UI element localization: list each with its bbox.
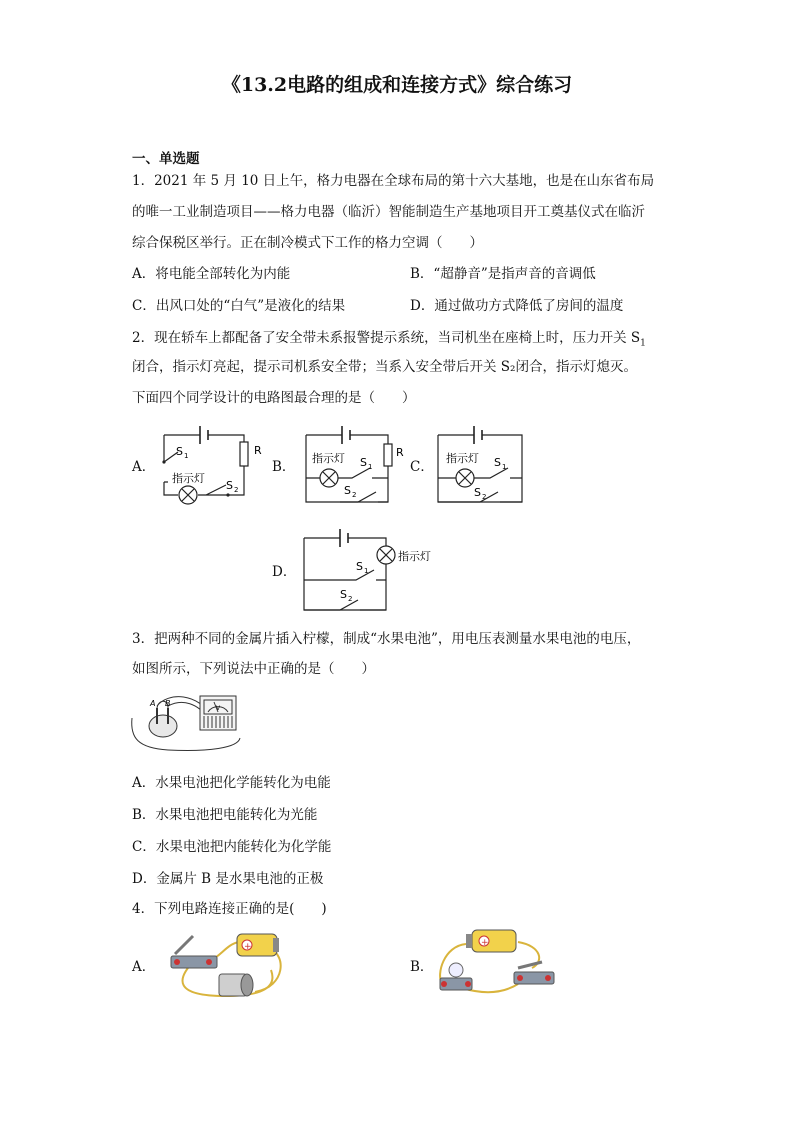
q3-line-1: 3．把两种不同的金属片插入柠檬，制成“水果电池”，用电压表测量水果电池的电压，	[132, 631, 641, 647]
q1-option-d: D．通过做功方式降低了房间的温度	[410, 298, 624, 314]
q2-line-3: 下面四个同学设计的电路图最合理的是（ ）	[132, 390, 416, 406]
circuit-b-s1-label: S	[360, 456, 367, 469]
q2-option-b-label: B．	[272, 459, 296, 475]
fruit-battery-b-label: B	[165, 699, 171, 708]
q4-figure-a	[165, 930, 295, 1000]
circuit-c-diagram	[434, 420, 534, 515]
circuit-a-diagram	[158, 420, 262, 515]
q1-line-1: 1．2021 年 5 月 10 日上午，格力电器在全球布局的第十六大基地，也是在山东省布局	[132, 173, 655, 189]
circuit-d-s1-sub: 1	[364, 567, 369, 575]
circuit-a-s2-label: S	[226, 479, 233, 492]
q4-a-plus-label: +	[244, 942, 252, 952]
circuit-a-s1-label: S	[176, 445, 183, 458]
q4-line: 4．下列电路连接正确的是( )	[132, 901, 327, 917]
circuit-c-s2-label: S	[474, 486, 481, 499]
fruit-battery-figure	[128, 688, 248, 758]
circuit-a-r-label: R	[254, 444, 262, 457]
circuit-d-diagram	[300, 528, 450, 618]
q2-line-1-text: 2．现在轿车上都配备了安全带未系报警提示系统，当司机坐在座椅上时，压力开关 S	[132, 330, 641, 346]
page-title: 《13.2电路的组成和连接方式》综合练习	[221, 74, 573, 96]
q4-option-a-label: A．	[132, 959, 156, 975]
q3-option-c: C．水果电池把内能转化为化学能	[132, 839, 332, 855]
q4-option-b-label: B．	[410, 959, 434, 975]
circuit-b-s2-sub: 2	[352, 491, 357, 499]
fruit-battery-a-label: A	[150, 699, 156, 708]
circuit-c-lamp-label: 指示灯	[446, 452, 479, 465]
q1-line-3: 综合保税区举行。正在制冷模式下工作的格力空调（ ）	[132, 235, 483, 251]
circuit-d-s2-sub: 2	[348, 595, 353, 603]
q2-option-d-label: D．	[272, 564, 297, 580]
circuit-c-s1-label: S	[494, 456, 501, 469]
voltmeter-v-label: V	[216, 705, 221, 712]
circuit-d-s2-label: S	[340, 588, 347, 601]
circuit-b-r-label: R	[396, 446, 404, 459]
q3-line-2: 如图所示，下列说法中正确的是（ ）	[132, 661, 375, 677]
q1-option-b: B．“超静音”是指声音的音调低	[410, 266, 596, 282]
circuit-b-lamp-label: 指示灯	[312, 452, 345, 465]
q2-line-1	[132, 329, 646, 353]
q1-option-a: A．将电能全部转化为内能	[132, 266, 291, 282]
q1-option-c: C．出风口处的“白气”是液化的结果	[132, 298, 346, 314]
circuit-b-diagram	[300, 420, 410, 515]
circuit-a-lamp-label: 指示灯	[172, 472, 205, 485]
section-heading: 一、单选题	[132, 151, 200, 167]
q3-option-a: A．水果电池把化学能转化为电能	[132, 775, 331, 791]
q2-line-1-sub: 1	[640, 338, 646, 349]
circuit-c-s1-sub: 1	[502, 463, 507, 471]
circuit-b-s2-label: S	[344, 484, 351, 497]
q2-option-c-label: C．	[410, 459, 434, 475]
q2-option-a-label: A．	[132, 459, 156, 475]
circuit-a-s2-sub: 2	[234, 486, 239, 494]
circuit-d-s1-label: S	[356, 560, 363, 573]
q4-b-plus-label: +	[481, 938, 489, 948]
circuit-d-lamp-label: 指示灯	[398, 550, 431, 563]
circuit-b-s1-sub: 1	[368, 463, 373, 471]
circuit-a-s1-sub: 1	[184, 452, 189, 460]
circuit-c-s2-sub: 2	[482, 493, 487, 501]
q4-figure-b	[432, 924, 562, 1004]
q1-line-2: 的唯一工业制造项目——格力电器（临沂）智能制造生产基地项目开工奠基仪式在临沂	[132, 204, 645, 220]
q3-option-b: B．水果电池把电能转化为光能	[132, 807, 318, 823]
q3-option-d: D．金属片 B 是水果电池的正极	[132, 871, 324, 887]
q2-line-2: 闭合，指示灯亮起，提示司机系安全带；当系入安全带后开关 S₂闭合，指示灯熄灭。	[132, 359, 637, 375]
